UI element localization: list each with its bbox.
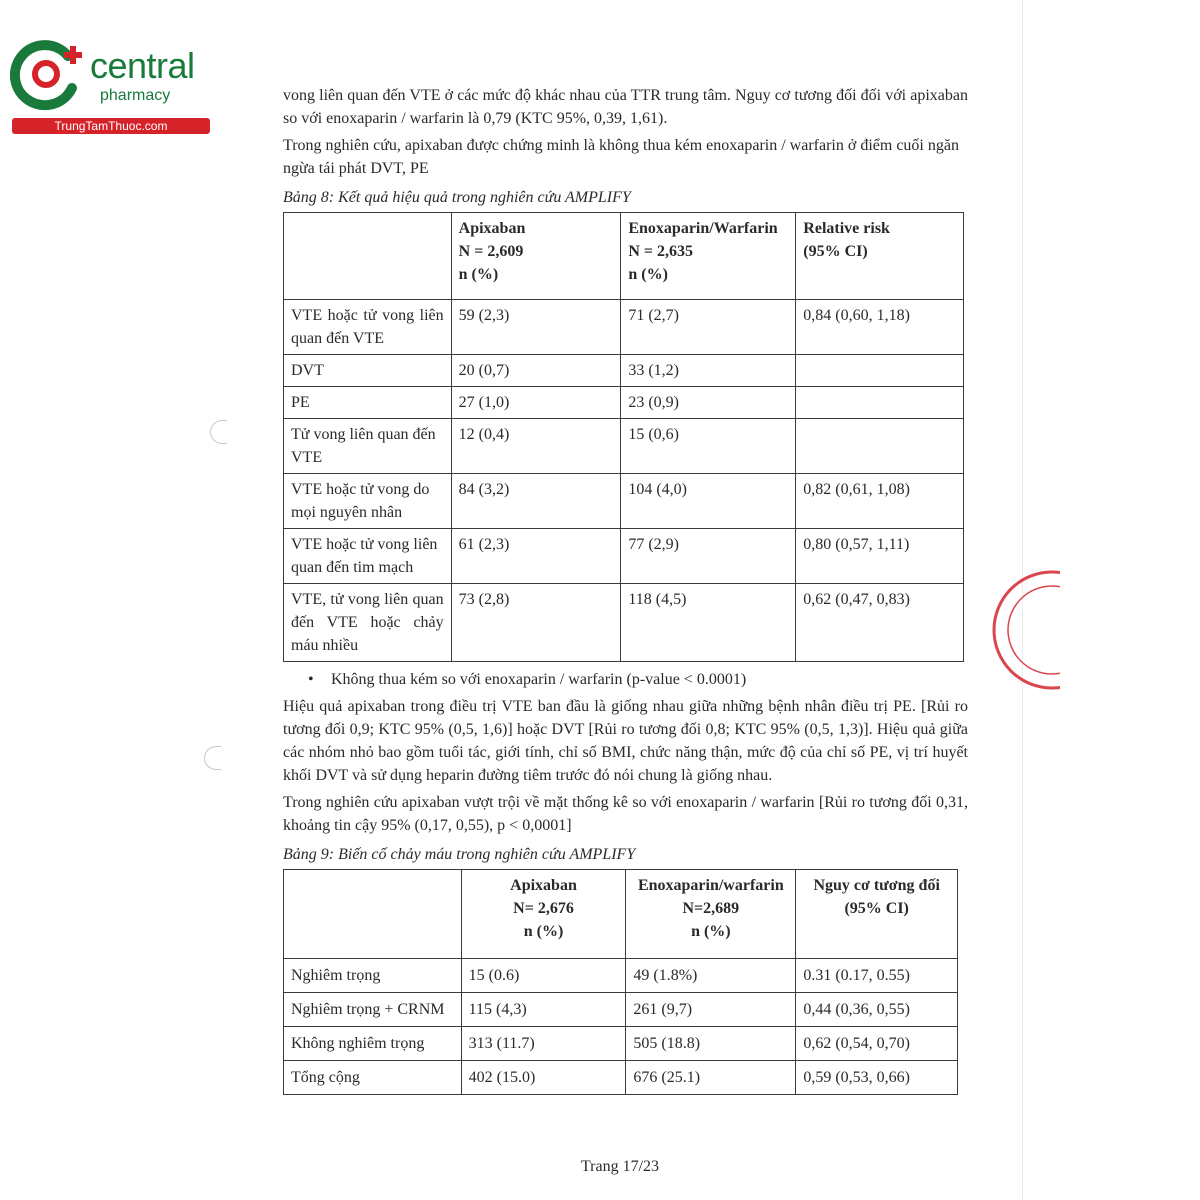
document-body	[283, 84, 968, 1095]
table-cell: 0,62 (0,54, 0,70)	[796, 1027, 958, 1061]
table-cell: 261 (9,7)	[626, 993, 796, 1027]
table-cell: 73 (2,8)	[451, 584, 621, 662]
table-cell: VTE hoặc tử vong liên quan đến tim mạch	[284, 529, 452, 584]
header-line: Enoxaparin/Warfarin	[628, 220, 778, 237]
paragraph-1: vong liên quan đến VTE ở các mức độ khác nhau của TTR trung tâm. Nguy cơ tương đối đối với apixaban so với enoxaparin / warfarin là 0,79 (KTC 95%, 0,39, 1,61).	[283, 87, 968, 127]
table-cell: Tử vong liên quan đến VTE	[284, 419, 452, 474]
table-cell: 59 (2,3)	[451, 300, 621, 355]
table-cell: Tổng cộng	[284, 1061, 462, 1095]
table-header-cell	[626, 870, 796, 959]
table-9-caption: Bảng 9: Biến cố chảy máu trong nghiên cứu AMPLIFY	[283, 846, 636, 863]
punch-hole	[204, 746, 221, 770]
header-line: N = 2,635	[628, 243, 694, 260]
table-cell: 0,80 (0,57, 1,11)	[796, 529, 964, 584]
table-row	[284, 387, 964, 419]
table-row	[284, 419, 964, 474]
header-line: n (%)	[523, 923, 564, 940]
table-cell: DVT	[284, 355, 452, 387]
table-row	[284, 959, 958, 993]
table-cell: 49 (1.8%)	[626, 959, 796, 993]
logo-sub-text: pharmacy	[100, 87, 171, 104]
header-line: n (%)	[628, 266, 668, 283]
header-line: N = 2,609	[458, 243, 524, 260]
table-cell: Nghiêm trọng + CRNM	[284, 993, 462, 1027]
table-row	[284, 993, 958, 1027]
table-header-cell	[284, 213, 452, 300]
table-cell: 0,62 (0,47, 0,83)	[796, 584, 964, 662]
logo-mark-icon	[10, 38, 88, 116]
header-line: N=2,689	[682, 900, 740, 917]
table-cell: 115 (4,3)	[461, 993, 626, 1027]
table-9	[283, 869, 958, 1095]
table-cell: VTE, tử vong liên quan đến VTE hoặc chảy máu nhiều	[284, 584, 452, 662]
paragraph-4: Trong nghiên cứu apixaban vượt trội về mặt thống kê so với enoxaparin / warfarin [Rủi ro tương đối 0,31, khoảng tin cậy 95% (0,17, 0,55), p < 0,0001]	[283, 794, 968, 834]
table-cell: 23 (0,9)	[621, 387, 796, 419]
table-cell: 12 (0,4)	[451, 419, 621, 474]
header-line: n (%)	[458, 266, 499, 283]
table-header-cell	[621, 213, 796, 300]
table-row	[284, 300, 964, 355]
table-header-row	[284, 213, 964, 300]
central-pharmacy-logo[interactable]	[10, 38, 212, 134]
table-cell: VTE hoặc tử vong liên quan đến VTE	[284, 300, 452, 355]
table-row	[284, 584, 964, 662]
table-cell: 118 (4,5)	[621, 584, 796, 662]
header-line: Apixaban	[510, 877, 577, 894]
table-cell: 71 (2,7)	[621, 300, 796, 355]
table-cell: Không nghiêm trọng	[284, 1027, 462, 1061]
table-cell: 402 (15.0)	[461, 1061, 626, 1095]
paragraph-3: Hiệu quả apixaban trong điều trị VTE ban đầu là giống nhau giữa những bệnh nhân điều trị PE. [Rủi ro tương đối 0,9; KTC 95% (0,5, 1,6)] hoặc DVT [Rủi ro tương đối 0,8; KTC 95% (0,5, 1,3)]. Hiệu quả giữa các nhóm nhỏ bao gồm tuổi tác, giới tính, chỉ số BMI, chức năng thận, mức độ của chỉ số PE, vị trí huyết khối DVT và sử dụng heparin đường tiêm trước đó nói chung là giống nhau.	[283, 698, 968, 784]
table-8	[283, 212, 964, 662]
table-cell: 0,59 (0,53, 0,66)	[796, 1061, 958, 1095]
table-cell: 505 (18.8)	[626, 1027, 796, 1061]
table-cell	[796, 355, 964, 387]
bullet-dot-icon: •	[308, 671, 314, 688]
header-line: n (%)	[691, 923, 731, 940]
header-line: Nguy cơ tương đối	[813, 877, 940, 894]
table-cell: 104 (4,0)	[621, 474, 796, 529]
table-cell: 27 (1,0)	[451, 387, 621, 419]
header-line: (95% CI)	[844, 900, 909, 917]
table-cell: Nghiêm trọng	[284, 959, 462, 993]
table-cell: 15 (0,6)	[621, 419, 796, 474]
table-header-cell	[796, 213, 964, 300]
table-cell	[796, 419, 964, 474]
table-header-cell	[796, 870, 958, 959]
table-cell: 0.31 (0.17, 0.55)	[796, 959, 958, 993]
table-cell: 676 (25.1)	[626, 1061, 796, 1095]
paragraph-2: Trong nghiên cứu, apixaban được chứng minh là không thua kém enoxaparin / warfarin ở điểm cuối ngăn ngừa tái phát DVT, PE	[283, 137, 959, 177]
table-row	[284, 1061, 958, 1095]
header-line: Enoxaparin/warfarin	[637, 877, 784, 894]
bullet-text: Không thua kém so với enoxaparin / warfarin (p-value < 0.0001)	[331, 671, 747, 688]
table-cell	[796, 387, 964, 419]
table-row	[284, 1027, 958, 1061]
table-cell: 0,44 (0,36, 0,55)	[796, 993, 958, 1027]
table-row	[284, 355, 964, 387]
table-row	[284, 474, 964, 529]
bullet-item	[283, 668, 968, 691]
table-cell: PE	[284, 387, 452, 419]
logo-site-banner: TrungTamThuoc.com	[12, 118, 210, 134]
table-8-caption: Bảng 8: Kết quả hiệu quả trong nghiên cứu AMPLIFY	[283, 189, 631, 206]
table-cell: 15 (0.6)	[461, 959, 626, 993]
table-cell: VTE hoặc tử vong do mọi nguyên nhân	[284, 474, 452, 529]
company-stamp-icon	[990, 565, 1060, 695]
punch-hole	[210, 420, 227, 444]
table-cell: 84 (3,2)	[451, 474, 621, 529]
table-header-cell	[284, 870, 462, 959]
table-row	[284, 529, 964, 584]
page-number: Trang 17/23	[580, 1158, 660, 1175]
table-cell: 61 (2,3)	[451, 529, 621, 584]
table-cell: 77 (2,9)	[621, 529, 796, 584]
table-header-cell	[451, 213, 621, 300]
logo-brand-text: central	[90, 45, 195, 86]
table-header-row	[284, 870, 958, 959]
table-cell: 313 (11.7)	[461, 1027, 626, 1061]
table-cell: 20 (0,7)	[451, 355, 621, 387]
header-line: N= 2,676	[513, 900, 574, 917]
header-line: Relative risk	[803, 220, 890, 237]
header-line: Apixaban	[458, 220, 526, 237]
table-cell: 0,82 (0,61, 1,08)	[796, 474, 964, 529]
table-header-cell	[461, 870, 626, 959]
header-line: (95% CI)	[803, 243, 868, 260]
table-cell: 33 (1,2)	[621, 355, 796, 387]
table-cell: 0,84 (0,60, 1,18)	[796, 300, 964, 355]
